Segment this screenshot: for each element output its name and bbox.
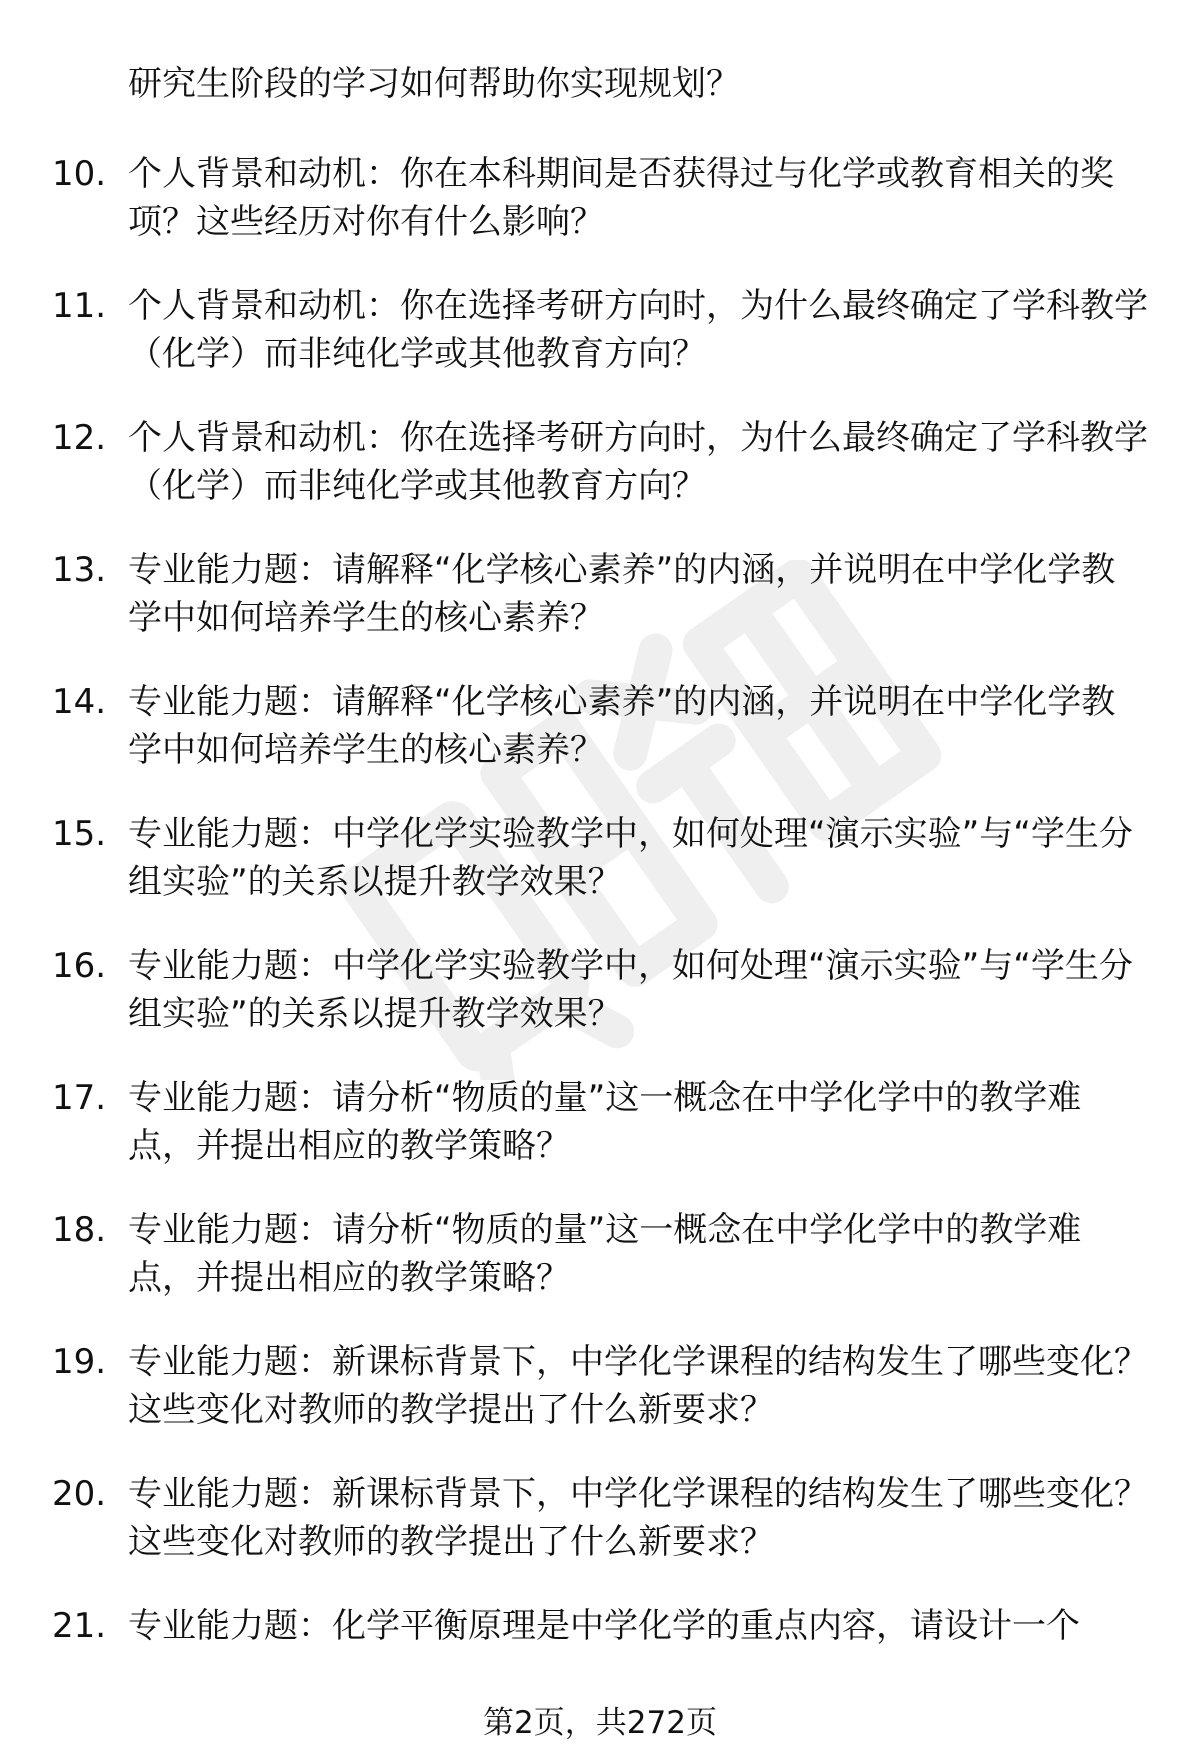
question-number: 14. (52, 682, 107, 722)
question-text: 专业能力题：请分析“物质的量”这一概念在中学化学中的教学难点，并提出相应的教学策略？ (128, 1210, 1082, 1298)
question-number: 11. (52, 286, 107, 326)
question-text: 专业能力题：新课标背景下，中学化学课程的结构发生了哪些变化？这些变化对教师的教学提出了什么新要求？ (128, 1342, 1148, 1430)
list-item (0, 1206, 1200, 1338)
question-number: 10. (52, 154, 107, 194)
continuation-line: 研究生阶段的学习如何帮助你实现规划？ (128, 64, 740, 104)
question-number: 17. (52, 1078, 107, 1118)
list-item (0, 1074, 1200, 1206)
question-text: 专业能力题：中学化学实验教学中，如何处理“演示实验”与“学生分组实验”的关系以提升教学效果？ (128, 946, 1133, 1034)
question-text: 专业能力题：请解释“化学核心素养”的内涵，并说明在中学化学教学中如何培养学生的核心素养？ (128, 550, 1116, 638)
question-number: 13. (52, 550, 107, 590)
list-item (0, 678, 1200, 810)
question-text: 个人背景和动机：你在选择考研方向时，为什么最终确定了学科教学（化学）而非纯化学或其他教育方向？ (128, 286, 1148, 374)
question-text: 个人背景和动机：你在本科期间是否获得过与化学或教育相关的奖项？这些经历对你有什么影响？ (128, 154, 1114, 242)
list-item (0, 150, 1200, 282)
list-item (0, 546, 1200, 678)
question-text: 专业能力题：请分析“物质的量”这一概念在中学化学中的教学难点，并提出相应的教学策略？ (128, 1078, 1082, 1166)
list-item (0, 282, 1200, 414)
list-item (0, 1338, 1200, 1470)
page-footer: 第2页，共272页 (483, 1705, 717, 1741)
question-number: 16. (52, 946, 107, 986)
question-number: 15. (52, 814, 107, 854)
list-item (0, 1470, 1200, 1602)
question-text: 专业能力题：新课标背景下，中学化学课程的结构发生了哪些变化？这些变化对教师的教学提出了什么新要求？ (128, 1474, 1148, 1562)
question-number: 21. (52, 1606, 107, 1646)
question-number: 18. (52, 1210, 107, 1250)
question-number: 19. (52, 1342, 107, 1382)
question-text: 专业能力题：请解释“化学核心素养”的内涵，并说明在中学化学教学中如何培养学生的核心素养？ (128, 682, 1116, 770)
list-item (0, 942, 1200, 1074)
question-list (0, 150, 1200, 1734)
question-text: 专业能力题：化学平衡原理是中学化学的重点内容，请设计一个 (128, 1606, 1080, 1646)
question-text: 专业能力题：中学化学实验教学中，如何处理“演示实验”与“学生分组实验”的关系以提升教学效果？ (128, 814, 1133, 902)
question-number: 12. (52, 418, 107, 458)
question-number: 20. (52, 1474, 107, 1514)
list-item (0, 810, 1200, 942)
list-item (0, 414, 1200, 546)
question-text: 个人背景和动机：你在选择考研方向时，为什么最终确定了学科教学（化学）而非纯化学或其他教育方向？ (128, 418, 1148, 506)
